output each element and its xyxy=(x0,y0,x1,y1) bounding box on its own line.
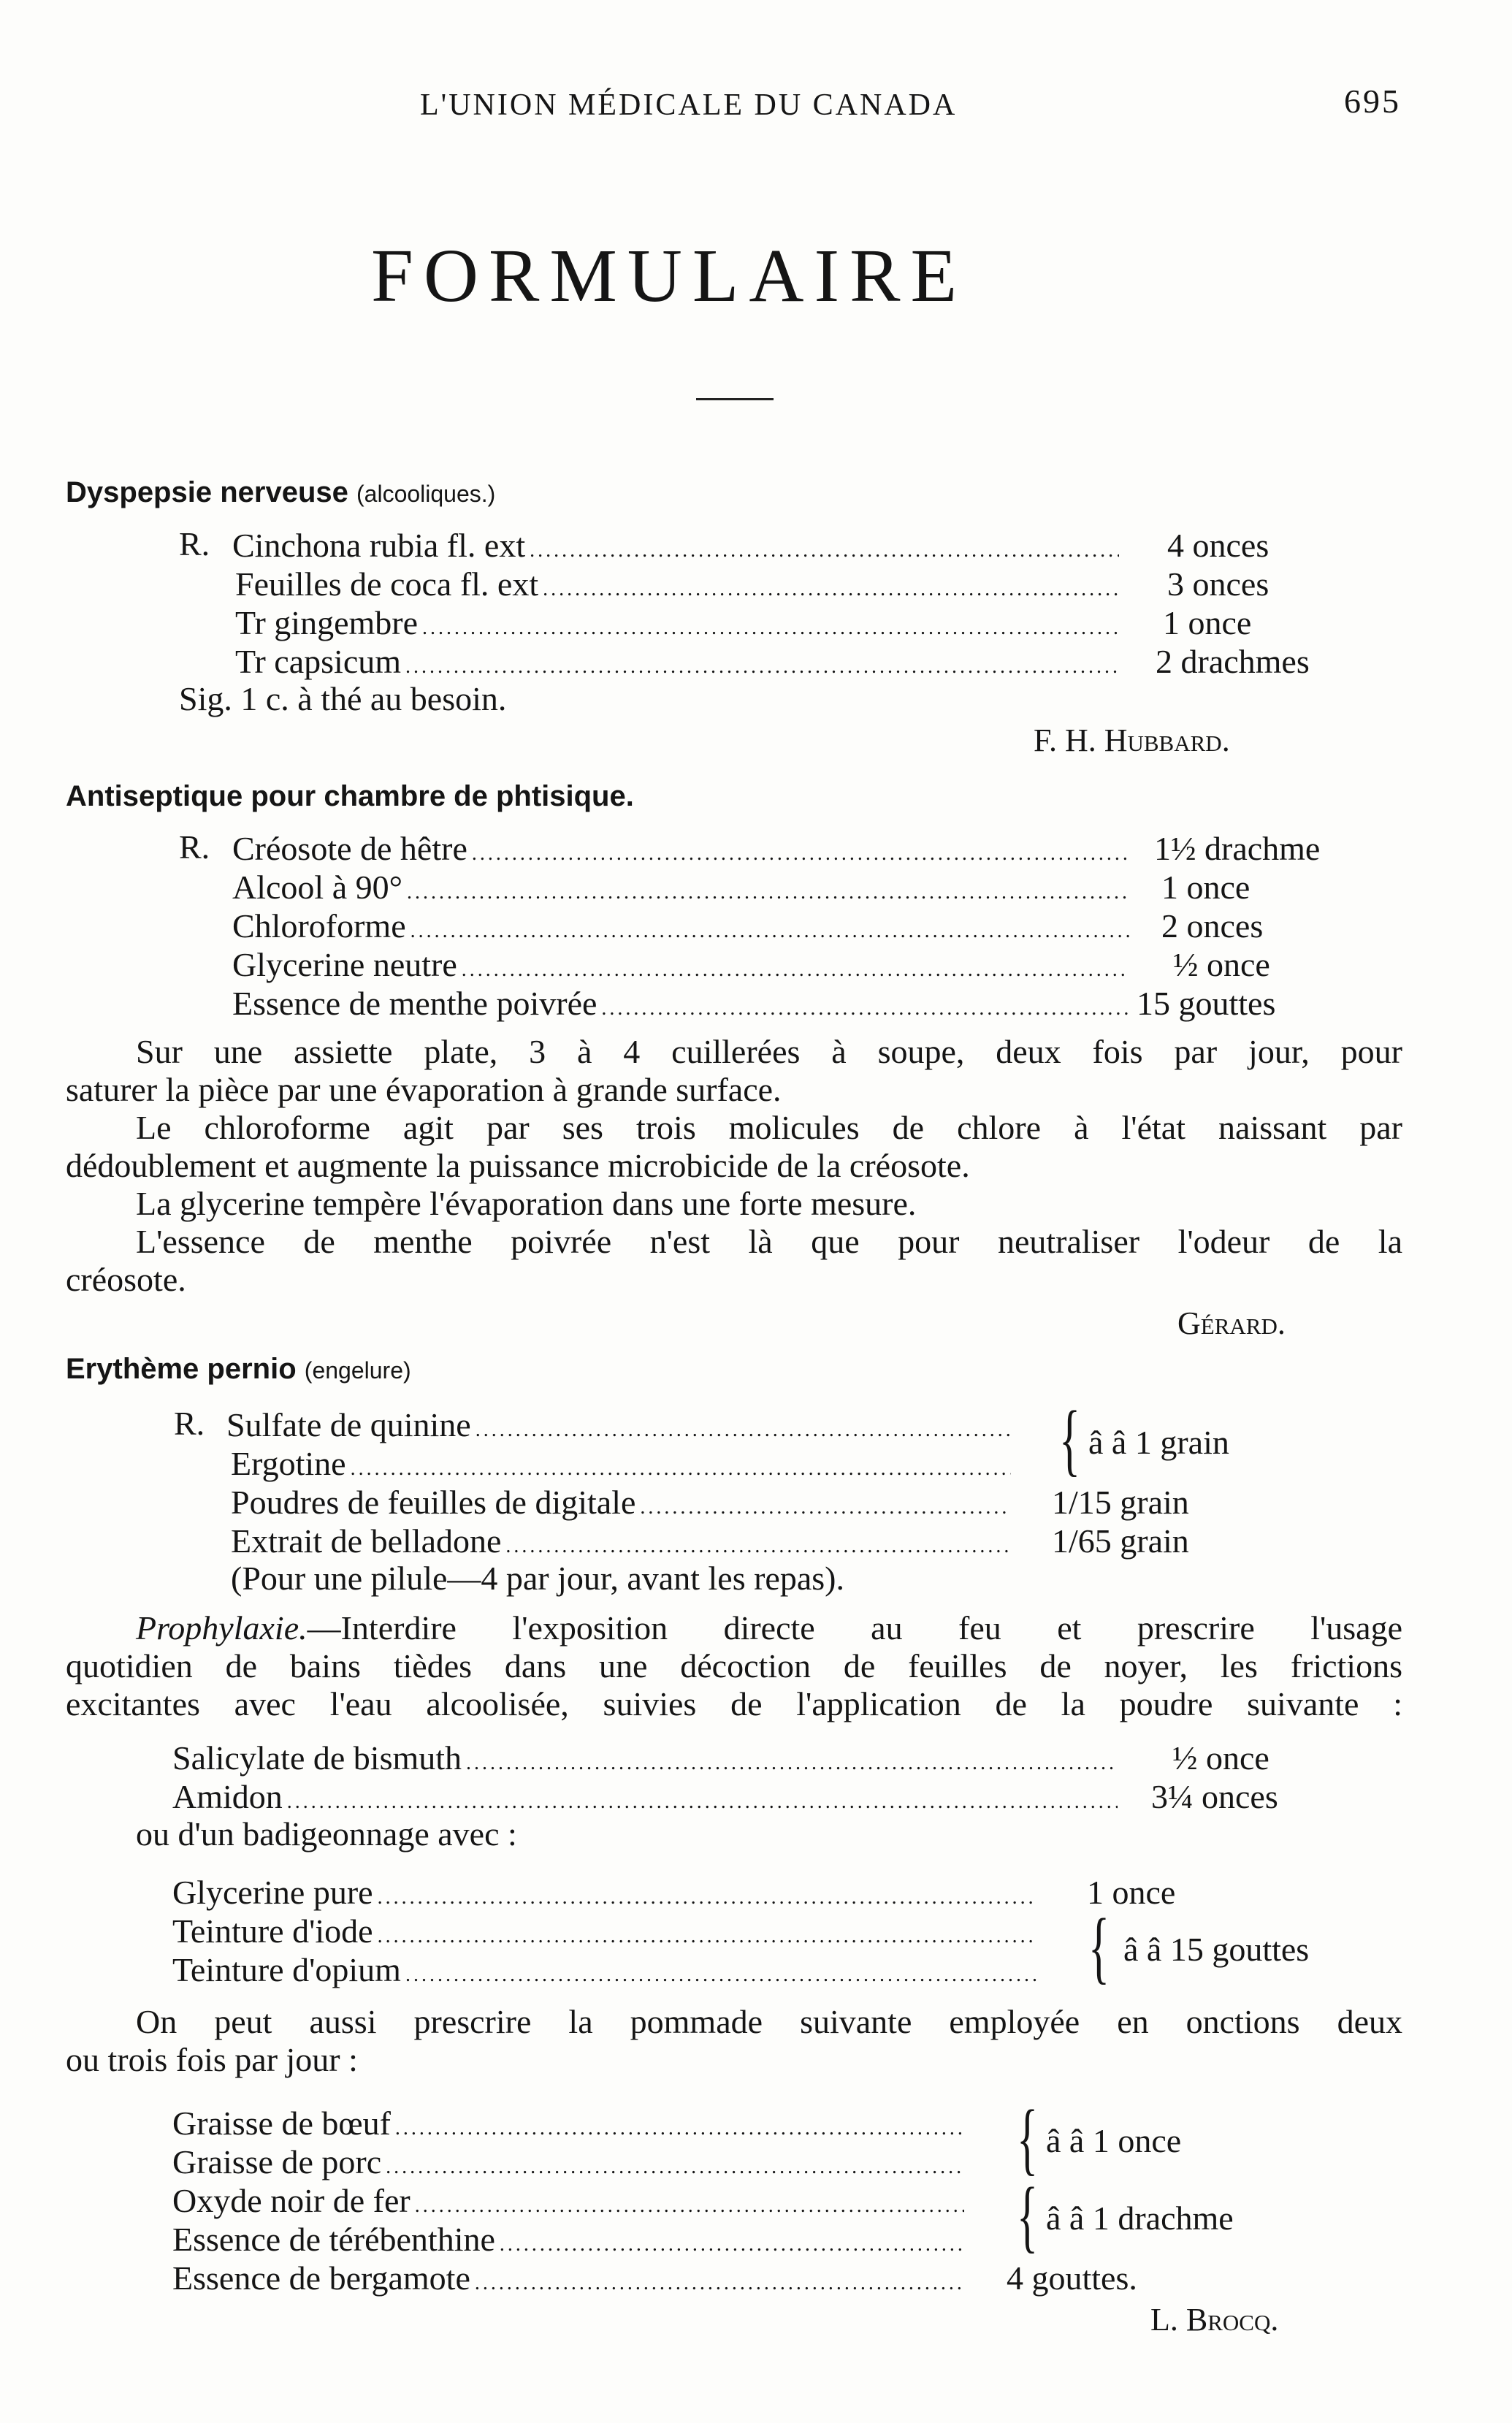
leader-dots xyxy=(500,2233,964,2256)
ingredient-name: Tr gingembre xyxy=(235,604,419,641)
curly-brace: { xyxy=(1017,2094,1039,2183)
ingredient-row xyxy=(172,2142,969,2181)
running-header: L'UNION MÉDICALE DU CANADA xyxy=(420,88,958,122)
ingredient-amount: 2 onces xyxy=(1161,907,1264,945)
alternative-text: ou d'un badigeonnage avec : xyxy=(136,1815,517,1852)
ingredient-name: Essence de térébenthine xyxy=(172,2221,495,2258)
ingredient-row xyxy=(232,829,1134,868)
paragraph-text: —Interdire l'exposition directe au feu et prescrire l'usage xyxy=(307,1609,1402,1647)
leader-dots xyxy=(407,881,1129,904)
ingredient-amount: 1½ drachme xyxy=(1154,830,1321,867)
leader-dots xyxy=(405,1964,1037,1987)
ingredient-name: Glycerine pure xyxy=(172,1874,373,1911)
brace-amount: â â 1 once xyxy=(1046,2122,1182,2159)
ingredient-name: Feuilles de coca fl. ext xyxy=(235,565,539,603)
title-rule xyxy=(696,398,774,400)
paragraph-line: créosote. xyxy=(66,1261,186,1298)
ingredient-amount: 1 once xyxy=(1087,1874,1176,1911)
author-signature: F. H. Hubbard. xyxy=(1034,722,1230,758)
paragraph-line: saturer la pièce par une évaporation à grande surface. xyxy=(66,1071,782,1108)
section-heading-erytheme xyxy=(66,1353,411,1386)
ingredient-amount: 4 onces xyxy=(1167,527,1269,564)
leader-dots xyxy=(530,539,1119,562)
ingredient-amount: ½ once xyxy=(1172,1739,1269,1777)
section-title: Dyspepsie nerveuse xyxy=(66,476,348,508)
paragraph-line: quotidien de bains tièdes dans une décoction de feuilles de noyer, les frictions xyxy=(66,1647,1402,1684)
ingredient-row xyxy=(226,1405,1015,1444)
ingredient-name: Teinture d'iode xyxy=(172,1912,373,1950)
paragraph xyxy=(66,1033,1402,1299)
ingredient-name: Teinture d'opium xyxy=(172,1951,401,1988)
ingredient-row xyxy=(172,1777,1122,1816)
ingredient-row xyxy=(172,2181,969,2220)
leader-dots xyxy=(422,617,1119,640)
leader-dots xyxy=(475,2272,964,2295)
ingredient-row xyxy=(235,642,1123,681)
ingredient-amount: 1 once xyxy=(1161,869,1251,906)
brace-amount: â â 1 grain xyxy=(1088,1424,1229,1461)
ingredient-amount: 15 gouttes xyxy=(1137,985,1276,1022)
ingredient-name: Alcool à 90° xyxy=(232,869,403,906)
section-qualifier: (engelure) xyxy=(304,1357,411,1384)
leader-dots xyxy=(378,1886,1037,1909)
ingredient-row xyxy=(231,1444,1015,1483)
rx-symbol: R. xyxy=(179,828,210,866)
paragraph-line: L'essence de menthe poivrée n'est là que pour neutraliser l'odeur de la xyxy=(136,1223,1402,1260)
ingredient-name: Chloroforme xyxy=(232,907,406,945)
ingredient-row xyxy=(232,945,1134,984)
author-signature: L. Brocq. xyxy=(1150,2302,1279,2338)
leader-dots xyxy=(505,1535,1011,1558)
leader-dots xyxy=(543,578,1119,601)
ingredient-amount: 1/15 grain xyxy=(1052,1484,1189,1521)
ingredient-amount: 1 once xyxy=(1163,604,1252,641)
ingredient-name: Essence de menthe poivrée xyxy=(232,985,597,1022)
prophylaxis-paragraph xyxy=(66,1609,1402,1723)
ingredient-name: Poudres de feuilles de digitale xyxy=(231,1484,636,1521)
leader-dots xyxy=(601,997,1129,1020)
ingredient-row xyxy=(235,603,1123,642)
leader-dots xyxy=(287,1790,1118,1814)
ingredient-row xyxy=(172,1912,1042,1950)
signa-instruction: Sig. 1 c. à thé au besoin. xyxy=(179,680,507,717)
leader-dots xyxy=(405,655,1119,679)
section-qualifier: (alcooliques.) xyxy=(356,481,496,507)
ingredient-name: Cinchona rubia fl. ext xyxy=(232,527,526,564)
ingredient-amount: 1/65 grain xyxy=(1052,1522,1189,1560)
leader-dots xyxy=(466,1752,1118,1775)
ingredient-name: Extrait de belladone xyxy=(231,1522,502,1560)
ingredient-row xyxy=(172,2259,969,2297)
section-heading-antiseptique: Antiseptique pour chambre de phtisique. xyxy=(66,780,634,812)
ingredient-name: Graisse de porc xyxy=(172,2143,382,2180)
ingredient-row xyxy=(232,526,1123,565)
ingredient-row xyxy=(232,868,1134,907)
ingredient-amount: 2 drachmes xyxy=(1156,643,1310,680)
ingredient-name: Salicylate de bismuth xyxy=(172,1739,462,1777)
paragraph-line: excitantes avec l'eau alcoolisée, suivies de l'application de la poudre suivante : xyxy=(66,1685,1402,1722)
leader-dots xyxy=(640,1496,1011,1519)
paragraph-line: La glycerine tempère l'évaporation dans une forte mesure. xyxy=(136,1185,917,1222)
paragraph-line: On peut aussi prescrire la pommade suivante employée en onctions deux xyxy=(136,2003,1402,2040)
ingredient-amount: 3¼ onces xyxy=(1151,1778,1278,1815)
dosage-note: (Pour une pilule—4 par jour, avant les repas). xyxy=(231,1560,844,1597)
rx-symbol: R. xyxy=(179,525,210,562)
ingredient-row xyxy=(172,1950,1042,1989)
ingredient-name: Amidon xyxy=(172,1778,283,1815)
ingredient-amount: ½ once xyxy=(1173,946,1270,983)
pommade-paragraph xyxy=(66,2003,1402,2079)
ingredient-row xyxy=(172,1739,1122,1777)
ingredient-row xyxy=(231,1483,1015,1522)
ingredient-name: Tr capsicum xyxy=(235,643,402,680)
ingredient-amount: 3 onces xyxy=(1167,565,1269,603)
ingredient-row xyxy=(235,565,1123,603)
prophylaxis-label: Prophylaxie. xyxy=(136,1609,308,1647)
ingredient-row xyxy=(231,1522,1015,1560)
section-title: Erythème pernio xyxy=(66,1353,297,1385)
ingredient-row xyxy=(232,984,1134,1023)
ingredient-name: Ergotine xyxy=(231,1445,346,1482)
leader-dots xyxy=(415,2194,964,2218)
ingredient-row xyxy=(172,2220,969,2259)
paragraph-line: dédoublement et augmente la puissance microbicide de la créosote. xyxy=(66,1147,970,1184)
ingredient-row xyxy=(172,1873,1042,1912)
paragraph-line: ou trois fois par jour : xyxy=(66,2041,358,2078)
ingredient-row xyxy=(172,2104,969,2142)
ingredient-name: Graisse de bœuf xyxy=(172,2105,391,2142)
ingredient-name: Sulfate de quinine xyxy=(226,1406,471,1443)
leader-dots xyxy=(378,1925,1037,1948)
curly-brace: { xyxy=(1059,1394,1081,1484)
curly-brace: { xyxy=(1088,1902,1110,1991)
leader-dots xyxy=(462,958,1129,982)
curly-brace: { xyxy=(1017,2171,1039,2260)
ingredient-name: Créosote de hêtre xyxy=(232,830,467,867)
leader-dots xyxy=(395,2117,964,2140)
paragraph-line xyxy=(66,1609,1402,1647)
ingredient-row xyxy=(232,907,1134,945)
brace-amount: â â 1 drachme xyxy=(1046,2199,1234,2237)
rx-symbol: R. xyxy=(174,1405,205,1442)
brace-amount: â â 15 gouttes xyxy=(1123,1931,1310,1968)
leader-dots xyxy=(472,842,1129,866)
paragraph-line: Sur une assiette plate, 3 à 4 cuillerées à soupe, deux fois par jour, pour xyxy=(136,1033,1402,1070)
leader-dots xyxy=(411,920,1129,943)
author-signature: Gérard. xyxy=(1177,1305,1286,1341)
leader-dots xyxy=(476,1419,1011,1442)
leader-dots xyxy=(351,1457,1011,1481)
section-heading-dyspepsie xyxy=(66,476,495,509)
leader-dots xyxy=(386,2156,964,2179)
ingredient-name: Glycerine neutre xyxy=(232,946,457,983)
ingredient-name: Oxyde noir de fer xyxy=(172,2182,411,2219)
paragraph-line: Le chloroforme agit par ses trois molicules de chlore à l'état naissant par xyxy=(136,1109,1402,1146)
page-title: FORMULAIRE xyxy=(371,234,968,318)
page-number: 695 xyxy=(1344,83,1401,120)
ingredient-amount: 4 gouttes. xyxy=(1007,2259,1137,2297)
ingredient-name: Essence de bergamote xyxy=(172,2259,470,2297)
